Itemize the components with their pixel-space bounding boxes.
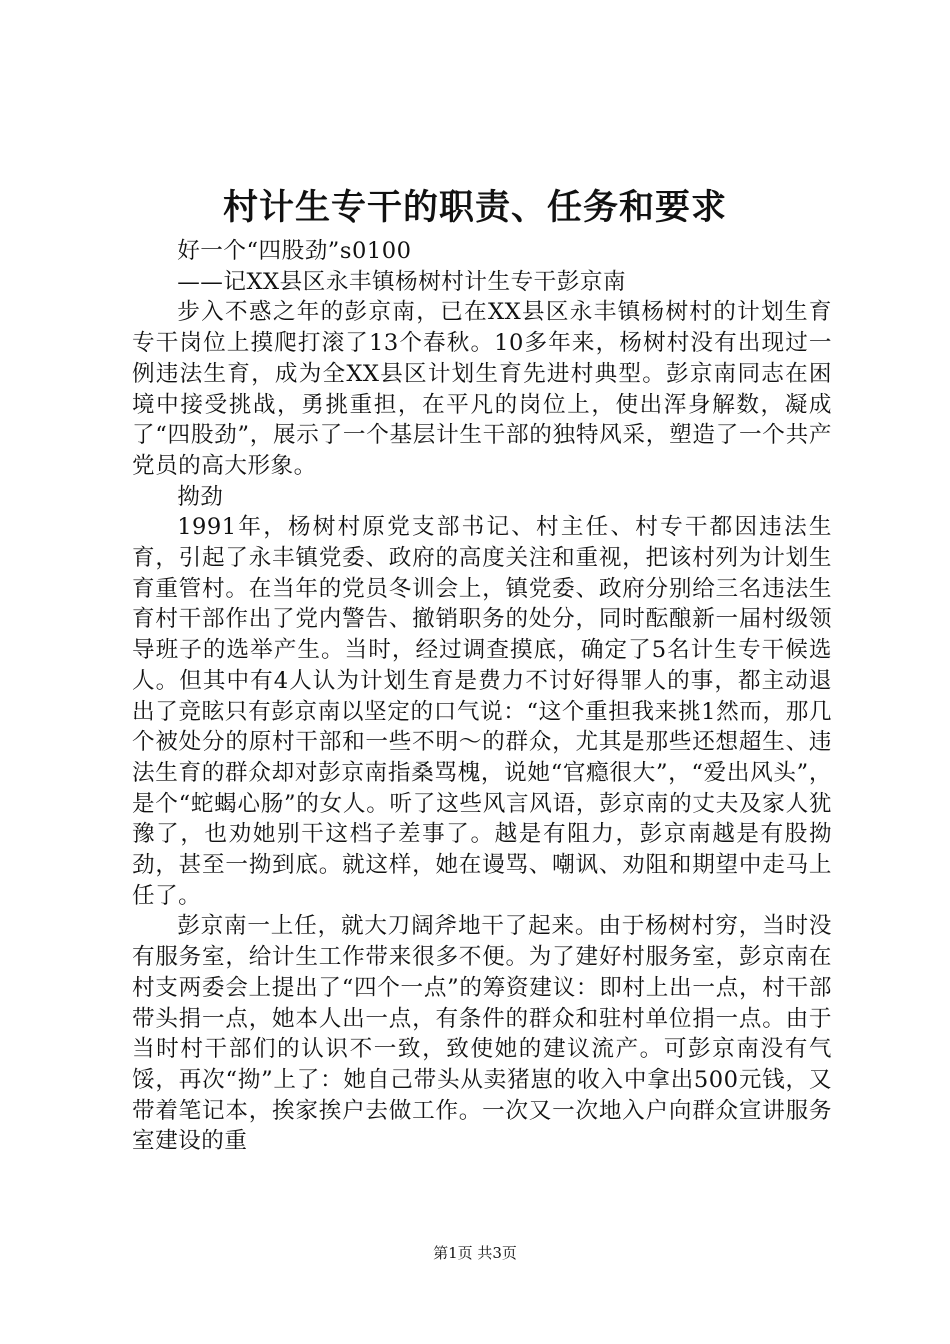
subtitle-heading: 好一个“四股劲”s0100	[177, 238, 412, 264]
section-heading: 拗劲	[177, 483, 224, 510]
body-paragraph: 1991年，杨树村原党支部书记、村主任、村专干都因违法生育，引起了永丰镇党委、政府的高度关注和重视，把该村列为计划生育重管村。在当年的党员冬训会上，镇党委、政府分别给三名违法生育村干部作出了党内警告、撤销职务的处分，同时酝酿新一届村级领导班子的选举产生。当时，经过调查摸底，确定了5名计生专干候选人。但其中有4人认为计划生育是费力不讨好得罪人的事，都主动退出了竞眩只有彭京南以坚定的口气说：“这个重担我来挑1然而，那几个被处分的原村干部和一些不明～的群众，尤其是那些还想超生、违法生育的群众却对彭京南指桑骂槐，说她“官瘾很大”，“爱出风头”，是个“蛇蝎心肠”的女人。听了这些风言风语，彭京南的丈夫及家人犹豫了，也劝她别干这档子差事了。越是有阻力，彭京南越是有股拗劲，甚至一拗到底。就这样，她在谩骂、嘲讽、劝阻和期望中走马上任了。	[132, 514, 832, 909]
body-paragraph: 步入不惑之年的彭京南，已在XX县区永丰镇杨树村的计划生育专干岗位上摸爬打滚了13个春秋。10多年来，杨树村没有出现过一例违法生育，成为全XX县区计划生育先进村典型。彭京南同志在困境中接受挑战，勇挑重担，在平凡的岗位上，使出浑身解数，凝成了“四股劲”，展示了一个基层计生干部的独特风采，塑造了一个共产党员的高大形象。	[132, 299, 832, 479]
document-title: 村计生专干的职责、任务和要求	[222, 188, 727, 228]
page-footer: 第1页 共3页	[433, 1244, 517, 1262]
body-paragraph: 彭京南一上任，就大刀阔斧地干了起来。由于杨树村穷，当时没有服务室，给计生工作带来很多不便。为了建好村服务室，彭京南在村支两委会上提出了“四个一点”的筹资建议：即村上出一点，村干部带头捐一点，她本人出一点，有条件的群众和驻村单位捐一点。由于当时村干部们的认识不一致，致使她的建议流产。可彭京南没有气馁，再次“拗”上了：她自己带头从卖猪崽的收入中拿出500元钱，又带着笔记本，挨家挨户去做工作。一次又一次地入户向群众宣讲服务室建设的重	[132, 913, 832, 1155]
document-body	[132, 236, 832, 1157]
subtitle-byline: ——记XX县区永丰镇杨树村计生专干彭京南	[177, 268, 627, 295]
